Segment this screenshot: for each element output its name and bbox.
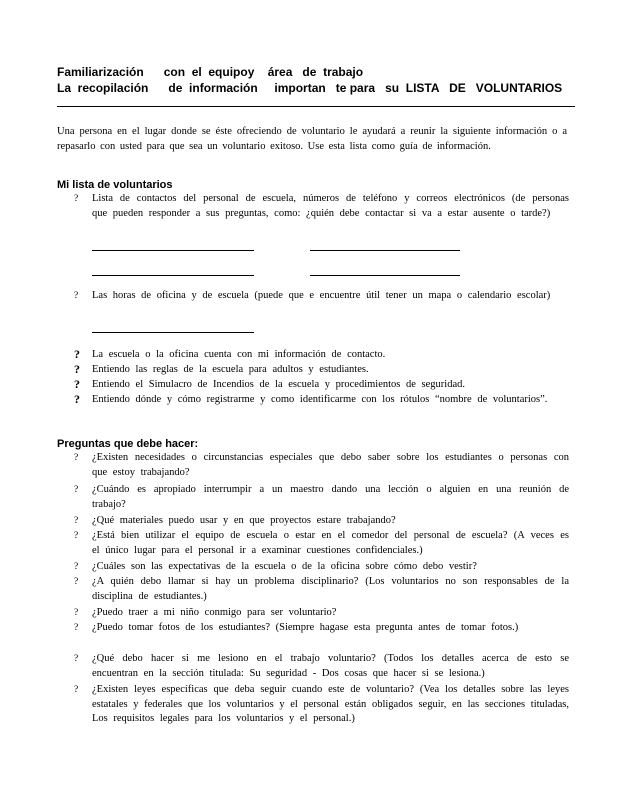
list-item-contacts — [74, 192, 569, 221]
question-text: ¿Qué debo hacer si me lesiono en el trabajo voluntario? (Todos los detalles acerca de esto se encuentran en la sección titulada: Su seguridad - Dos cosas que hacer si se lesiona.) — [92, 653, 569, 679]
bullet-icon: ? — [74, 531, 79, 541]
checklist-item-text: Entiendo dónde y cómo registrarme y como identificarme con los rótulos “nombre de voluntarios”. — [92, 394, 548, 405]
bullet-icon: ? — [74, 453, 79, 463]
bullet-icon: ? — [74, 654, 79, 664]
question-text: ¿Qué materiales puedo usar y en que proyectos estare trabajando? — [92, 515, 396, 526]
question-text: ¿Puedo traer a mi niño conmigo para ser voluntario? — [92, 607, 337, 618]
checkbox-icon[interactable]: ? — [74, 377, 80, 391]
bullet-icon: ? — [74, 485, 79, 495]
write-in-line[interactable] — [92, 275, 254, 276]
bullet-icon: ? — [74, 194, 79, 204]
write-in-line[interactable] — [92, 332, 254, 333]
checkbox-icon[interactable]: ? — [74, 392, 80, 406]
question-item — [74, 652, 569, 681]
question-item — [74, 529, 569, 558]
question-text: ¿Existen necesidades o circunstancias especiales que debo saber sobre los estudiantes o personas con que estoy trabajando? — [92, 452, 569, 478]
bullet-icon: ? — [74, 685, 79, 695]
question-item — [74, 606, 569, 621]
checklist-item-text: La escuela o la oficina cuenta con mi información de contacto. — [92, 349, 386, 360]
checklist-item — [74, 378, 569, 393]
write-in-line[interactable] — [310, 275, 460, 276]
questions-heading: Preguntas que debe hacer: — [57, 438, 199, 450]
list-item-text: Las horas de oficina y de escuela (puede que e encuentre útil tener un mapa o calendario escolar) — [92, 290, 551, 301]
bullet-icon: ? — [74, 516, 79, 526]
bullet-icon: ? — [74, 291, 79, 301]
write-in-line[interactable] — [310, 250, 460, 251]
bullet-icon: ? — [74, 577, 79, 587]
checklist-item — [74, 363, 569, 378]
question-item — [74, 514, 569, 529]
header-divider — [57, 106, 575, 107]
bullet-icon: ? — [74, 562, 79, 572]
list-item-text: Lista de contactos del personal de escuela, números de teléfono y correos electrónicos (de personas que pueden responder a sus preguntas, como: ¿quién debe contactar si va a estar ausente o tarde?) — [92, 193, 569, 219]
checklist-item-text: Entiendo las reglas de la escuela para adultos y estudiantes. — [92, 364, 369, 375]
question-text: ¿A quién debo llamar si hay un problema disciplinario? (Los voluntarios no son responsables de la disciplina de estudiantes.) — [92, 576, 569, 602]
question-text: ¿Cuándo es apropiado interrumpir a un maestro dando una lección o alguien en una reunión de trabajo? — [92, 484, 569, 510]
question-text: ¿Está bien utilizar el equipo de escuela o estar en el comedor del personal de escuela? (A veces es el único lugar para el personal ir a examinar cuestiones confidenciales.) — [92, 530, 569, 556]
write-in-line[interactable] — [92, 250, 254, 251]
checkbox-icon[interactable]: ? — [74, 362, 80, 376]
bullet-icon: ? — [74, 623, 79, 633]
checkbox-icon[interactable]: ? — [74, 347, 80, 361]
question-item — [74, 621, 569, 636]
question-item — [74, 483, 569, 512]
question-text: ¿Puedo tomar fotos de los estudiantes? (Siempre hagase esta pregunta antes de tomar fotos.) — [92, 622, 519, 633]
volunteer-list-heading: Mi lista de voluntarios — [57, 179, 173, 191]
header-title-line1: Familiarización con el equipoy área de trabajo — [57, 65, 364, 79]
question-text: ¿Existen leyes específicas que deba seguir cuando este de voluntario? (Vea los detalles sobre las leyes estatales y federales que los voluntarios y el personal están obligados seguir, en las secciones tituladas, Los requisitos legales para los voluntarios y el personal.) — [92, 684, 569, 725]
question-item — [74, 575, 569, 604]
question-item — [74, 560, 569, 575]
checklist-item — [74, 393, 569, 408]
header-title-line2: La recopilación de información importan te para su LISTA DE VOLUNTARIOS — [57, 81, 563, 95]
intro-paragraph: Una persona en el lugar donde se éste ofreciendo de voluntario le ayudará a reunir la siguiente información o a repasarlo con usted para que sea un voluntario exitoso. Use esta lista como guía de información. — [57, 126, 567, 152]
question-item — [74, 451, 569, 480]
bullet-icon: ? — [74, 608, 79, 618]
checklist-item — [74, 348, 569, 363]
checklist-item-text: Entiendo el Simulacro de Incendios de la escuela y procedimientos de seguridad. — [92, 379, 465, 390]
question-item — [74, 683, 569, 727]
list-item-hours — [74, 289, 569, 304]
question-text: ¿Cuáles son las expectativas de la escuela o de la oficina sobre cómo debo vestir? — [92, 561, 477, 572]
